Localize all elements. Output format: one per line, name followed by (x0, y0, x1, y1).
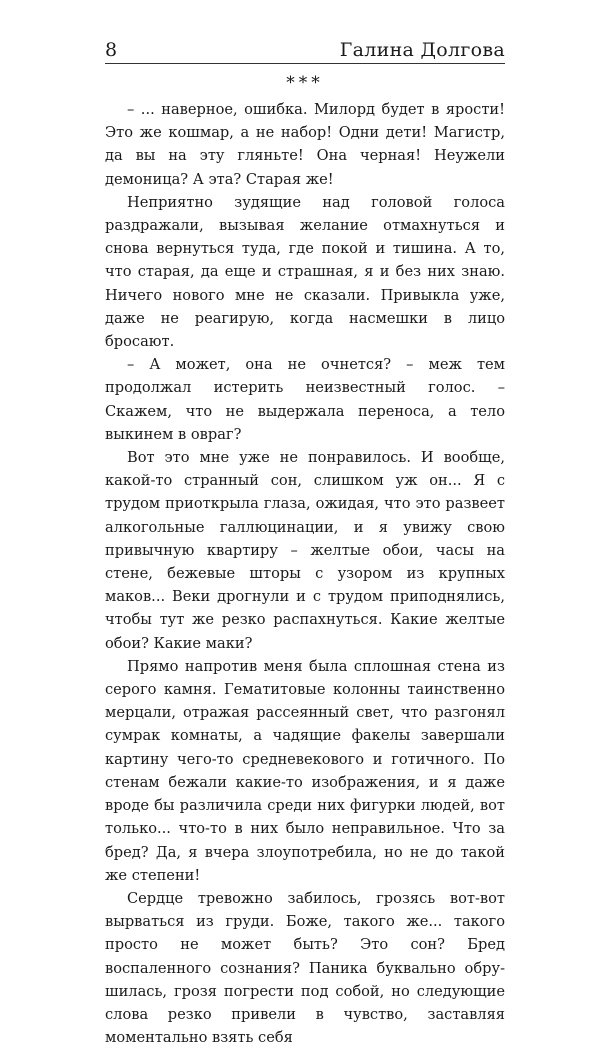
body-text (105, 98, 505, 1049)
page-header (105, 35, 505, 65)
paragraph: Сердце тревожно забилось, грозясь вот-вот вырваться из груди. Боже, такого же... такого просто не может быть? Это сон? Бред воспаленного сознания? Паника буквально обрушилась, грозя погрести под собой, но следующие слова резко привели в чувство, заставляя моментально взять себя (105, 889, 505, 1047)
header-rule (105, 63, 505, 64)
paragraph: – ... наверное, ошибка. Милорд будет в ярости! Это же кошмар, а не набор! Одни дети! Магистр, да вы на эту гляньте! Она черная! Неужели демоница? А эта? Старая же! (105, 101, 505, 188)
running-title: Галина Долгова (339, 39, 505, 61)
page-number: 8 (105, 39, 118, 61)
section-separator: *** (286, 73, 324, 93)
paragraph: – А может, она не очнется? – меж тем продолжал истерить неизвестный голос. – Скажем, что не выдержала переноса, а тело выкинем в овраг? (105, 356, 505, 443)
paragraph: Неприятно зудящие над головой голоса раздражали, вызывая желание отмахнуться и снова вернуться туда, где покой и тишина. А то, что старая, да еще и страшная, я и без них знаю. Ничего нового мне не сказали. Привыкла уже, даже не реагирую, когда насмешки в лицо бросают. (105, 193, 505, 351)
paragraph: Вот это мне уже не понравилось. И вообще, какой-то странный сон, слишком уж он... Я с трудом приоткрыла глаза, ожидая, что это развеет алкогольные галлюцинации, и я увижу свою привычную квартиру – желтые обои, часы на стене, бежевые шторы с узором из крупных маков... Веки дрогнули и с трудом приподнялись, чтобы тут же резко распахнуться. Какие желтые обои? Какие маки? (105, 449, 505, 652)
paragraph: Прямо напротив меня была сплошная стена из серого камня. Гематитовые колонны таинственно мерцали, отражая рассеянный свет, что разгонял сумрак комнаты, а чадящие факелы завершали картину чего-то средневекового и готичного. По стенам бежали какие-то изображения, и я даже вроде бы различила среди них фигурки людей, вот только... что-то в них было неправильное. Что за бред? Да, я вчера злоупотребила, но не до такой же степени! (105, 657, 505, 884)
